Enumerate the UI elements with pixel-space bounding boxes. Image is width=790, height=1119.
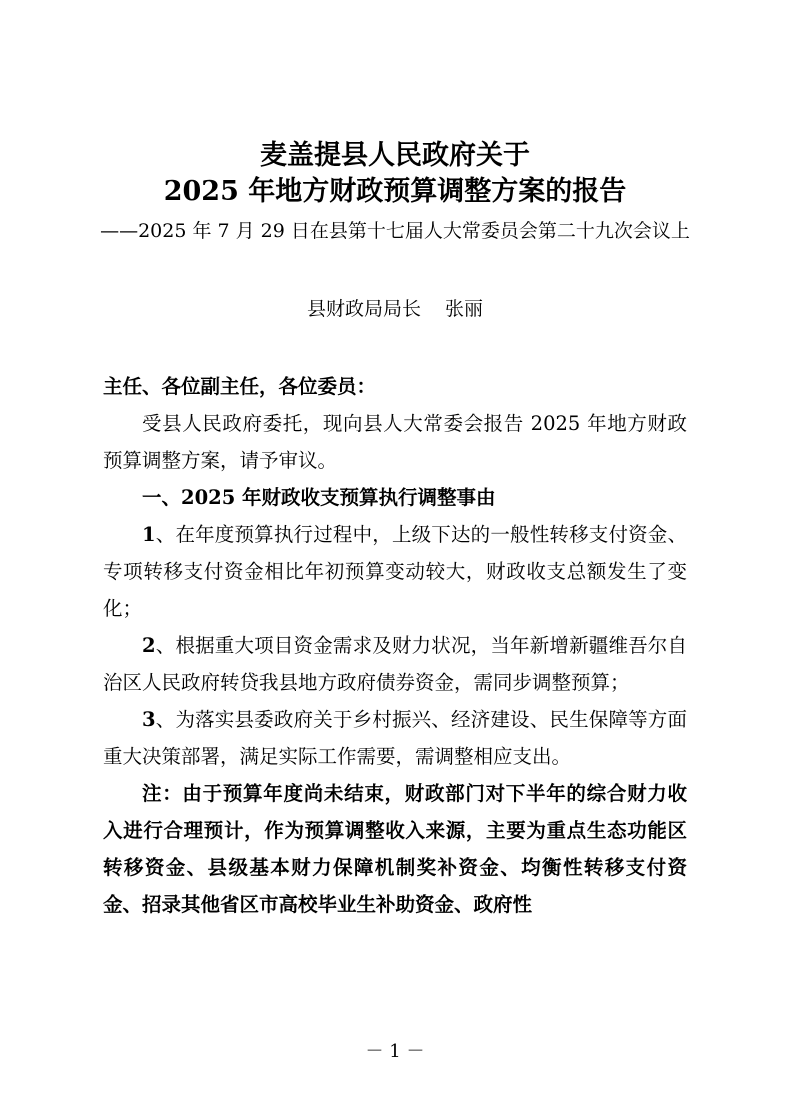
list-item xyxy=(103,627,687,701)
document-title-line2: 2025 年地方财政预算调整方案的报告 xyxy=(163,176,627,207)
item-text: 、在年度预算执行过程中，上级下达的一般性转移支付资金、专项转移支付资金相比年初预算变动较大，财政收支总额发生了变化； xyxy=(103,523,687,620)
section-heading: 一、2025 年财政收支预算执行调整事由 xyxy=(142,486,496,509)
list-item xyxy=(103,701,687,775)
author-line xyxy=(0,296,790,322)
list-item xyxy=(103,516,687,627)
item-number: 3 xyxy=(142,708,156,731)
document-body xyxy=(103,368,687,923)
item-number: 1 xyxy=(142,523,156,546)
greeting: 主任、各位副主任，各位委员： xyxy=(103,375,377,398)
item-text: 、根据重大项目资金需求及财力状况，当年新增新疆维吾尔自治区人民政府转贷我县地方政府债券资金，需同步调整预算； xyxy=(103,634,687,694)
intro-paragraph: 受县人民政府委托，现向县人大常委会报告 2025 年地方财政预算调整方案，请予审议。 xyxy=(103,412,687,472)
author-name: 张丽 xyxy=(445,298,484,320)
item-number: 2 xyxy=(142,634,156,657)
author-title: 县财政局局长 xyxy=(306,298,421,320)
document-subtitle: ——2025 年 7 月 29 日在县第十七届人大常委员会第二十九次会议上 xyxy=(100,220,690,242)
note-paragraph: 注：由于预算年度尚未结束，财政部门对下半年的综合财力收入进行合理预计，作为预算调整收入来源，主要为重点生态功能区转移资金、县级基本财力保障机制奖补资金、均衡性转移支付资金、招录其他省区市高校毕业生补助资金、政府性 xyxy=(103,782,687,916)
page-number: － 1 － xyxy=(365,1041,425,1062)
document-title-line1: 麦盖提县人民政府关于 xyxy=(260,140,530,171)
item-text: 、为落实县委政府关于乡村振兴、经济建设、民生保障等方面重大决策部署，满足实际工作需要，需调整相应支出。 xyxy=(103,708,687,768)
